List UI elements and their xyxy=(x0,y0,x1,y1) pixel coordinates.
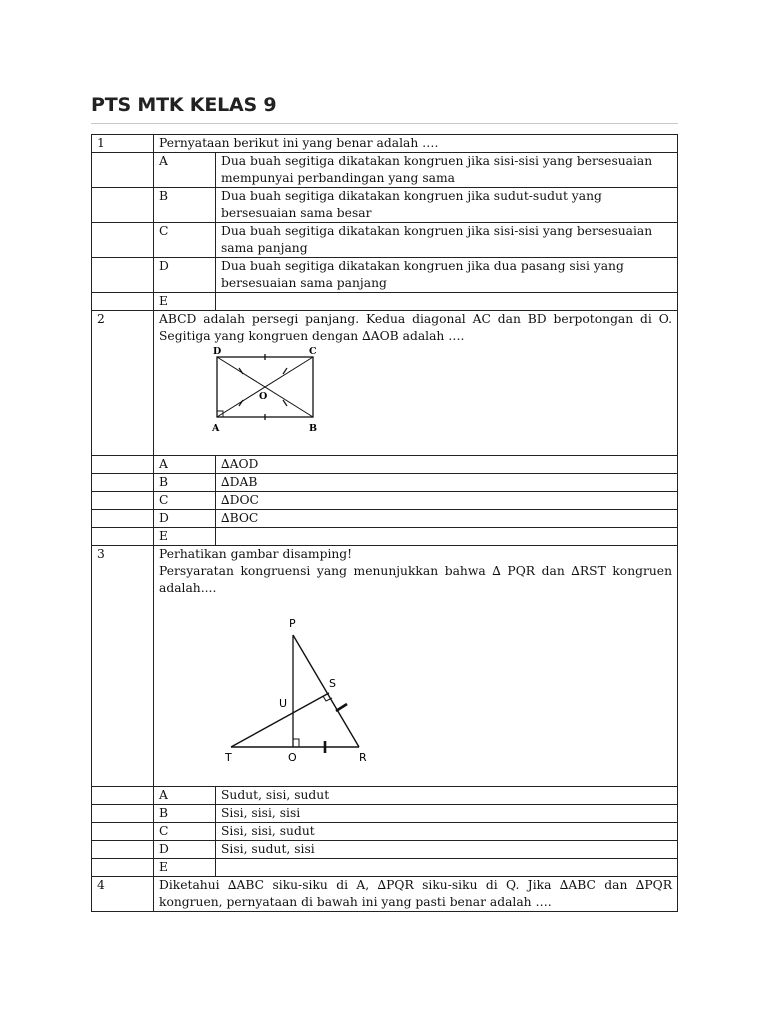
option-row xyxy=(92,492,678,510)
option-row xyxy=(92,223,678,258)
option-text: Sudut, sisi, sudut xyxy=(216,787,678,805)
option-text: Dua buah segitiga dikatakan kongruen jika sudut-sudut yang bersesuaian sama besar xyxy=(216,188,678,223)
question-text: Diketahui ∆ABC siku-siku di A, ∆PQR siku-siku di Q. Jika ∆ABC dan ∆PQR kongruen, pernyataan di bawah ini yang pasti benar adalah …. xyxy=(154,877,678,912)
option-text: ∆DAB xyxy=(216,474,678,492)
question-number: 4 xyxy=(92,877,154,912)
triangle-diagram xyxy=(209,605,429,761)
option-row xyxy=(92,153,678,188)
question-text-line-1: Perhatikan gambar disamping! xyxy=(159,547,353,561)
option-letter: A xyxy=(154,787,216,805)
option-text: Sisi, sudut, sisi xyxy=(216,841,678,859)
option-row xyxy=(92,805,678,823)
option-text: ∆BOC xyxy=(216,510,678,528)
option-row xyxy=(92,841,678,859)
option-row xyxy=(92,859,678,877)
option-text: Dua buah segitiga dikatakan kongruen jika sisi-sisi yang bersesuaian mempunyai perbandingan yang sama xyxy=(216,153,678,188)
option-row xyxy=(92,258,678,293)
option-row xyxy=(92,474,678,492)
vertex-label-a: A xyxy=(212,423,220,434)
question-row-2 xyxy=(92,311,678,456)
option-text xyxy=(216,859,678,877)
option-text: Dua buah segitiga dikatakan kongruen jika dua pasang sisi yang bersesuaian sama panjang xyxy=(216,258,678,293)
question-text: Pernyataan berikut ini yang benar adalah …. xyxy=(154,135,678,153)
option-text: Dua buah segitiga dikatakan kongruen jika sisi-sisi yang bersesuaian sama panjang xyxy=(216,223,678,258)
vertex-label-r: R xyxy=(359,751,367,761)
question-text: ABCD adalah persegi panjang. Kedua diagonal AC dan BD berpotongan di O. Segitiga yang kongruen dengan ∆AOB adalah …. xyxy=(159,312,672,343)
title-divider xyxy=(91,123,678,124)
option-row xyxy=(92,510,678,528)
option-letter: D xyxy=(154,841,216,859)
option-letter: E xyxy=(154,859,216,877)
intersection-label-o: O xyxy=(259,391,268,402)
question-row-3 xyxy=(92,546,678,787)
option-letter: C xyxy=(154,492,216,510)
vertex-label-c: C xyxy=(309,346,317,357)
option-letter: B xyxy=(154,805,216,823)
option-letter: C xyxy=(154,823,216,841)
option-letter: D xyxy=(154,258,216,293)
option-letter: E xyxy=(154,293,216,311)
question-number: 3 xyxy=(92,546,154,787)
vertex-label-s: S xyxy=(329,677,336,690)
option-row xyxy=(92,787,678,805)
questions-table xyxy=(91,134,678,912)
vertex-label-p: P xyxy=(289,617,296,630)
vertex-label-u: U xyxy=(279,697,288,710)
option-row xyxy=(92,456,678,474)
option-text: ∆DOC xyxy=(216,492,678,510)
vertex-label-b: B xyxy=(309,423,318,434)
question-row-1 xyxy=(92,135,678,153)
option-letter: B xyxy=(154,188,216,223)
option-letter: D xyxy=(154,510,216,528)
option-row xyxy=(92,528,678,546)
option-row xyxy=(92,188,678,223)
option-letter: B xyxy=(154,474,216,492)
option-row xyxy=(92,293,678,311)
option-text: Sisi, sisi, sisi xyxy=(216,805,678,823)
option-text: Sisi, sisi, sudut xyxy=(216,823,678,841)
option-letter: C xyxy=(154,223,216,258)
vertex-label-q: Q xyxy=(288,751,297,761)
document-title: PTS MTK KELAS 9 xyxy=(91,94,277,116)
vertex-label-d: D xyxy=(213,346,222,357)
option-letter: E xyxy=(154,528,216,546)
question-text-line-2: Persyaratan kongruensi yang menunjukkan bahwa ∆ PQR dan ∆RST kongruen adalah.... xyxy=(159,564,672,595)
option-row xyxy=(92,823,678,841)
vertex-label-t: T xyxy=(225,751,232,761)
option-letter: A xyxy=(154,153,216,188)
question-number: 2 xyxy=(92,311,154,456)
option-text xyxy=(216,528,678,546)
question-row-4 xyxy=(92,877,678,912)
option-letter: A xyxy=(154,456,216,474)
question-number: 1 xyxy=(92,135,154,153)
rectangle-diagram xyxy=(199,345,359,437)
option-text: ∆AOD xyxy=(216,456,678,474)
option-text xyxy=(216,293,678,311)
